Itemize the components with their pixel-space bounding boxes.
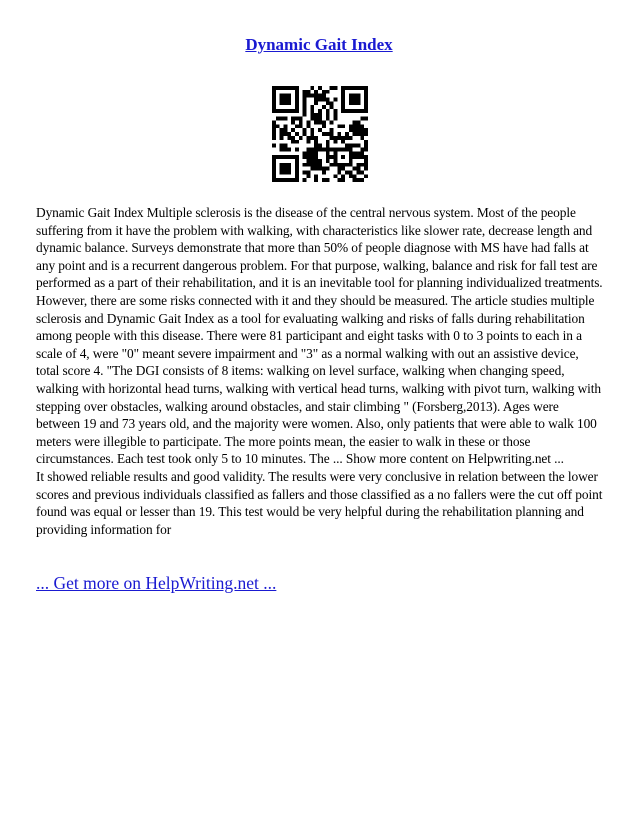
qr-module [307, 94, 311, 98]
qr-module [326, 159, 330, 163]
qr-finder-top-left [272, 86, 299, 90]
qr-module [314, 140, 318, 144]
qr-module [345, 144, 349, 148]
qr-module [310, 105, 314, 109]
qr-module [353, 121, 357, 125]
paragraph-2: It showed reliable results and good validity. The results were very conclusive in relation between the lower scores and previous individuals classified as fallers and those classified as a no fallers were the cut off point found was equal or lesser than 19. This test would be very helpful during the rehabilitation planning and providing information for [36, 468, 603, 537]
qr-module [280, 147, 284, 151]
qr-module [318, 163, 322, 167]
qr-module [307, 140, 311, 144]
qr-module [314, 155, 318, 159]
qr-module [356, 128, 360, 132]
qr-module [307, 163, 311, 167]
qr-module [330, 121, 334, 125]
qr-module [307, 124, 311, 128]
qr-module [337, 170, 341, 174]
qr-timing [295, 117, 299, 121]
qr-module [303, 90, 307, 94]
qr-module [364, 147, 368, 151]
qr-module [314, 90, 318, 94]
qr-module [333, 86, 337, 90]
qr-module [322, 121, 326, 125]
qr-module [310, 117, 314, 121]
qr-module [303, 178, 307, 182]
qr-alignment [341, 155, 345, 159]
qr-module [349, 174, 353, 178]
qr-module [291, 140, 295, 144]
qr-finder-top-left [280, 94, 292, 106]
qr-module [314, 121, 318, 125]
qr-module [360, 147, 364, 151]
qr-module [307, 170, 311, 174]
qr-module [307, 174, 311, 178]
qr-finder-top-right [349, 94, 361, 106]
paragraph-1: Dynamic Gait Index Multiple sclerosis is the disease of the central nervous system. Most of the people suffering from it have the problem with walking, with characteristics like slower rate, decrease length and dynamic balance. Surveys demonstrate that more than 50% of people diagnose with MS have had falls at any point and is a recurrent dangerous problem. For that purpose, walking, balance and risk for fall test are performed as a part of their rehabilitation, and it is an inevitable tool for planning individualized treatments. However, there are some risks connected with it and they should be measured. The article studies multiple sclerosis and Dynamic Gait Index as a tool for evaluating walking and risks of falls during rehabilitation among people with this disease. There were 81 participant and eight tasks with 0 to 3 points to each in a scale of 4, were "0" meant severe impairment and "3" as a normal walking with out an assistive device, total score 4. "The DGI consists of 8 items: walking on level surface, walking when changing speed, walking with horizontal head turns, walking with vertical head turns, walking with pivot turn, walking with stepping over obstacles, walking around obstacles, and stair climbing " (Forsberg,2013). Ages were between 19 and 73 years old, and the majority were women. Also, only patients that were able to walk 100 meters were illegible to participate. The more points mean, the easier to walk in these or those circumstances. Each test took only 5 to 10 minutes. The ... Show more content on Helpwriting.net ... [36, 205, 603, 467]
qr-module [318, 147, 322, 151]
qr-finder-bottom-left [295, 155, 299, 182]
article-body [36, 204, 604, 538]
qr-module [326, 167, 330, 171]
qr-module [349, 124, 353, 128]
qr-module [353, 128, 357, 132]
qr-module [299, 124, 303, 128]
qr-module [356, 132, 360, 136]
qr-module [314, 174, 318, 178]
qr-module [353, 132, 357, 136]
qr-module [310, 128, 314, 132]
qr-alignment [349, 147, 353, 166]
qr-module [307, 90, 311, 94]
qr-module [364, 132, 368, 136]
qr-module [314, 136, 318, 140]
qr-module [337, 136, 341, 140]
qr-finder-bottom-left [280, 163, 292, 175]
qr-module [341, 124, 345, 128]
qr-module [314, 98, 318, 102]
qr-module [284, 132, 288, 136]
qr-module [353, 174, 357, 178]
qr-module [330, 105, 334, 109]
qr-module [318, 98, 322, 102]
qr-module [318, 159, 322, 163]
qr-module [326, 117, 330, 121]
qr-timing [318, 109, 322, 113]
qr-module [364, 144, 368, 148]
qr-module [322, 94, 326, 98]
qr-module [307, 151, 311, 155]
qr-module [322, 147, 326, 151]
qr-module [310, 113, 314, 117]
qr-module [272, 124, 276, 128]
qr-module [303, 94, 307, 98]
qr-module [341, 178, 345, 182]
qr-module [353, 124, 357, 128]
qr-module [280, 136, 284, 140]
qr-module [353, 178, 357, 182]
qr-module [349, 136, 353, 140]
qr-module [364, 117, 368, 121]
qr-module [318, 144, 322, 148]
qr-module [314, 113, 318, 117]
qr-module [303, 113, 307, 117]
qr-module [333, 140, 337, 144]
qr-module [314, 147, 318, 151]
qr-module [353, 144, 357, 148]
qr-module [322, 90, 326, 94]
qr-module [337, 124, 341, 128]
qr-module [322, 124, 326, 128]
qr-module [314, 117, 318, 121]
qr-timing [295, 140, 299, 144]
qr-module [284, 144, 288, 148]
qr-module [360, 155, 364, 159]
qr-module [307, 136, 311, 140]
qr-module [326, 140, 330, 144]
qr-module [284, 117, 288, 121]
qr-module [330, 128, 334, 132]
qr-code-icon [272, 86, 368, 182]
qr-module [322, 98, 326, 102]
qr-module [307, 159, 311, 163]
qr-module [353, 167, 357, 171]
qr-module [322, 170, 326, 174]
qr-module [326, 144, 330, 148]
qr-module [341, 136, 345, 140]
qr-module [360, 151, 364, 155]
qr-module [364, 159, 368, 163]
qr-module [364, 163, 368, 167]
qr-module [303, 105, 307, 109]
qr-module [303, 98, 307, 102]
qr-module [303, 151, 307, 155]
qr-module [314, 94, 318, 98]
qr-module [326, 132, 330, 136]
qr-module [356, 144, 360, 148]
qr-module [330, 163, 334, 167]
qr-module [318, 128, 322, 132]
qr-module [272, 144, 276, 148]
get-more-link[interactable]: ... Get more on HelpWriting.net ... [36, 573, 277, 593]
qr-module [322, 105, 326, 109]
qr-module [360, 124, 364, 128]
qr-module [318, 113, 322, 117]
qr-timing [310, 109, 314, 113]
qr-module [360, 136, 364, 140]
qr-module [330, 132, 334, 136]
qr-module [341, 140, 345, 144]
qr-module [326, 101, 330, 105]
qr-module [310, 167, 314, 171]
qr-module [333, 98, 337, 102]
qr-module [364, 155, 368, 159]
qr-module [310, 94, 314, 98]
qr-module [326, 147, 330, 151]
qr-module [330, 101, 334, 105]
qr-module [284, 128, 288, 132]
qr-module [333, 113, 337, 117]
qr-module [349, 170, 353, 174]
qr-module [330, 86, 334, 90]
qr-module [303, 170, 307, 174]
qr-timing [295, 132, 299, 136]
qr-module [360, 132, 364, 136]
page-title [0, 34, 638, 56]
qr-module [326, 113, 330, 117]
qr-module [364, 128, 368, 132]
qr-module [322, 132, 326, 136]
qr-module [360, 163, 364, 167]
title-link[interactable]: Dynamic Gait Index [245, 35, 393, 54]
qr-module [272, 136, 276, 140]
qr-module [364, 167, 368, 171]
qr-finder-top-right [341, 109, 368, 113]
qr-module [303, 128, 307, 132]
qr-module [314, 178, 318, 182]
qr-module [333, 117, 337, 121]
qr-module [276, 124, 280, 128]
qr-module [322, 178, 326, 182]
qr-module [333, 136, 337, 140]
qr-module [310, 136, 314, 140]
qr-module [272, 128, 276, 132]
qr-module [330, 155, 334, 159]
qr-module [345, 136, 349, 140]
qr-module [356, 167, 360, 171]
qr-finder-top-right [341, 86, 345, 113]
qr-module [318, 86, 322, 90]
qr-module [360, 170, 364, 174]
qr-module [353, 155, 357, 159]
qr-module [303, 163, 307, 167]
qr-module [333, 174, 337, 178]
qr-module [299, 117, 303, 121]
qr-module [330, 136, 334, 140]
qr-finder-top-left [272, 109, 299, 113]
qr-timing [333, 109, 337, 113]
qr-module [291, 117, 295, 121]
qr-module [284, 147, 288, 151]
qr-module [314, 101, 318, 105]
qr-module [287, 147, 291, 151]
qr-module [356, 170, 360, 174]
qr-module [326, 151, 330, 155]
qr-module [272, 121, 276, 125]
qr-module [310, 132, 314, 136]
qr-code-graphic [272, 86, 368, 182]
qr-module [291, 136, 295, 140]
qr-timing [295, 124, 299, 128]
get-more-link-container [36, 572, 276, 594]
qr-module [303, 132, 307, 136]
qr-finder-top-right [341, 86, 368, 90]
qr-module [318, 167, 322, 171]
qr-finder-bottom-left [272, 178, 299, 182]
qr-module [326, 90, 330, 94]
qr-module [299, 136, 303, 140]
qr-module [291, 128, 295, 132]
qr-module [272, 132, 276, 136]
qr-module [280, 132, 284, 136]
qr-module [326, 155, 330, 159]
qr-module [356, 155, 360, 159]
qr-module [356, 151, 360, 155]
qr-module [349, 144, 353, 148]
qr-module [310, 147, 314, 151]
qr-module [314, 163, 318, 167]
qr-module [310, 155, 314, 159]
qr-module [341, 167, 345, 171]
qr-module [287, 136, 291, 140]
qr-finder-bottom-left [272, 155, 299, 159]
qr-finder-top-right [364, 86, 368, 113]
qr-module [280, 144, 284, 148]
qr-module [284, 124, 288, 128]
qr-module [356, 121, 360, 125]
qr-module [364, 140, 368, 144]
qr-module [364, 174, 368, 178]
qr-module [314, 167, 318, 171]
qr-module [314, 159, 318, 163]
qr-module [322, 167, 326, 171]
qr-module [341, 174, 345, 178]
qr-module [280, 128, 284, 132]
qr-module [356, 124, 360, 128]
qr-module [360, 178, 364, 182]
qr-module [356, 178, 360, 182]
qr-alignment [333, 147, 337, 166]
qr-module [310, 159, 314, 163]
qr-module [303, 101, 307, 105]
qr-finder-bottom-left [272, 155, 276, 182]
qr-finder-top-left [272, 86, 276, 113]
qr-module [276, 117, 280, 121]
qr-module [314, 151, 318, 155]
qr-module [307, 147, 311, 151]
qr-module [345, 132, 349, 136]
qr-timing [326, 109, 330, 113]
qr-module [303, 155, 307, 159]
qr-module [310, 163, 314, 167]
qr-module [310, 151, 314, 155]
qr-module [318, 121, 322, 125]
qr-module [356, 163, 360, 167]
qr-module [360, 117, 364, 121]
qr-finder-top-left [295, 86, 299, 113]
qr-module [287, 132, 291, 136]
qr-module [345, 170, 349, 174]
qr-module [337, 167, 341, 171]
qr-module [360, 128, 364, 132]
qr-module [337, 132, 341, 136]
qr-module [330, 147, 334, 151]
qr-module [326, 98, 330, 102]
qr-timing [295, 147, 299, 151]
qr-module [307, 121, 311, 125]
qr-module [307, 155, 311, 159]
qr-module [299, 121, 303, 125]
qr-module [353, 151, 357, 155]
qr-module [314, 144, 318, 148]
qr-module [291, 121, 295, 125]
qr-module [280, 117, 284, 121]
qr-module [326, 178, 330, 182]
qr-module [318, 117, 322, 121]
qr-module [349, 128, 353, 132]
qr-module [337, 178, 341, 182]
qr-module [310, 86, 314, 90]
qr-module [318, 94, 322, 98]
qr-timing [303, 109, 307, 113]
